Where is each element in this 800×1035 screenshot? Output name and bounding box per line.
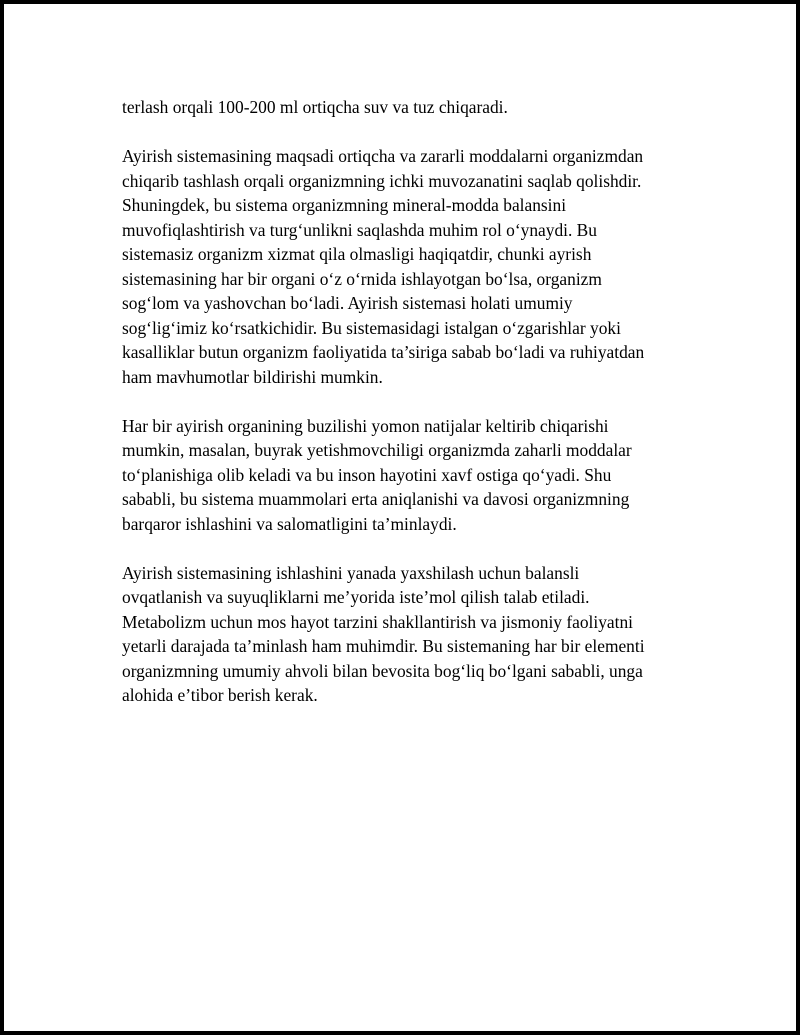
- text-line: Shuningdek, bu sistema organizmning mineral-modda balansini: [122, 195, 567, 215]
- text-line: to‘planishiga olib keladi va bu inson hayotini xavf ostiga qo‘yadi. Shu: [122, 464, 612, 485]
- text-line: sog‘lig‘imiz ko‘rsatkichidir. Bu sistemasidagi istalgan o‘zgarishlar yoki: [122, 317, 621, 338]
- text-line: yetarli darajada ta’minlash ham muhimdir. Bu sistemaning har bir elementi: [122, 636, 645, 656]
- text-line: sistemasiz organizm xizmat qila olmasligi haqiqatdir, chunki ayrish: [122, 244, 592, 264]
- text-line: muvofiqlashtirish va turg‘unlikni saqlashda muhim rol o‘ynaydi. Bu: [122, 219, 597, 240]
- paragraph-2: [122, 144, 682, 389]
- paragraph-4: [122, 561, 682, 708]
- text-line: Metabolizm uchun mos hayot tarzini shakllantirish va jismoniy faoliyatni: [122, 611, 633, 632]
- text-line: chiqarib tashlash orqali organizmning ichki muvozanatini saqlab qolishdir.: [122, 170, 642, 191]
- text-line: sistemasining har bir organi o‘z o‘rnida ishlayotgan bo‘lsa, organizm: [122, 268, 602, 289]
- text-line: organizmning umumiy ahvoli bilan bevosita bog‘liq bo‘lgani sababli, unga: [122, 660, 643, 681]
- text-line: barqaror ishlashini va salomatligini ta’minlaydi.: [122, 513, 457, 534]
- text-line: mumkin, masalan, buyrak yetishmovchiligi organizmda zaharli moddalar: [122, 440, 632, 460]
- text-line: Har bir ayirish organining buzilishi yomon natijalar keltirib chiqarishi: [122, 415, 609, 436]
- text-line: alohida e’tibor berish kerak.: [122, 685, 318, 705]
- text-line: kasalliklar butun organizm faoliyatida ta’siriga sabab bo‘ladi va ruhiyatdan: [122, 342, 645, 362]
- document-body: [122, 95, 682, 732]
- text-line: terlash orqali 100-200 ml ortiqcha suv va tuz chiqaradi.: [122, 97, 508, 117]
- text-line: sababli, bu sistema muammolari erta aniqlanishi va davosi organizmning: [122, 489, 630, 509]
- text-line: sog‘lom va yashovchan bo‘ladi. Ayirish sistemasi holati umumiy: [122, 293, 573, 313]
- text-line: Ayirish sistemasining maqsadi ortiqcha va zararli moddalarni organizmdan: [122, 146, 644, 166]
- paragraph-3: [122, 414, 682, 537]
- text-line: Ayirish sistemasining ishlashini yanada yaxshilash uchun balansli: [122, 562, 580, 583]
- text-line: ham mavhumotlar bildirishi mumkin.: [122, 366, 383, 387]
- paragraph-1: [122, 95, 682, 120]
- text-line: ovqatlanish va suyuqliklarni me’yorida iste’mol qilish talab etiladi.: [122, 587, 590, 607]
